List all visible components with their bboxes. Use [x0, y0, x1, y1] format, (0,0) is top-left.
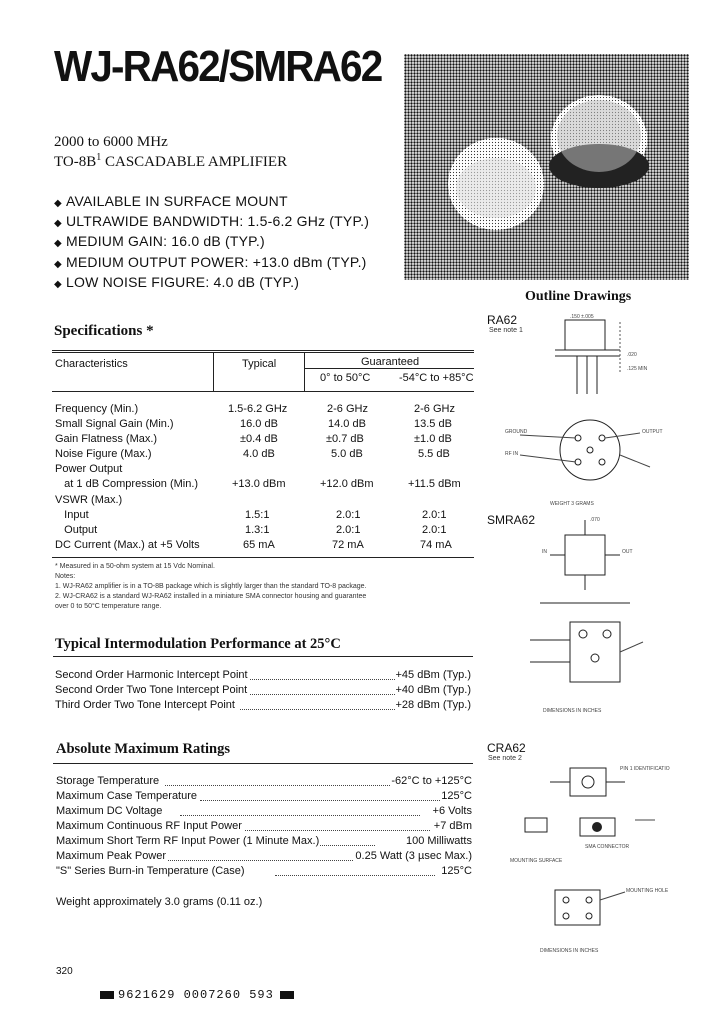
outline-drawings-heading: Outline Drawings — [525, 289, 632, 304]
spec-typical: 16.0 dB — [240, 418, 278, 430]
diamond-bullet-icon: ◆ — [54, 198, 62, 209]
intermod-label: Second Order Two Tone Intercept Point — [55, 684, 248, 696]
feature-item — [54, 233, 265, 249]
col-range-1: 0° to 50°C — [320, 372, 371, 384]
rating-value: 0.25 Watt (3 µsec Max.) — [355, 850, 472, 862]
leader-dots — [165, 785, 390, 786]
ra62-bottom-view-drawing — [500, 405, 670, 515]
diamond-bullet-icon: ◆ — [54, 279, 62, 290]
svg-text:SMA CONNECTOR: SMA CONNECTOR — [585, 844, 630, 850]
spec-g2: 2-6 GHz — [414, 403, 455, 415]
spec-g2: ±1.0 dB — [414, 433, 452, 445]
spec-g2: 5.5 dB — [418, 448, 450, 460]
svg-text:.070: .070 — [590, 517, 600, 523]
spec-g1: 2.0:1 — [336, 509, 361, 521]
barcode-mark-icon — [280, 991, 294, 999]
page-number: 320 — [56, 966, 73, 977]
intermod-heading: Typical Intermodulation Performance at 25°C — [55, 636, 341, 652]
feature-label: MEDIUM OUTPUT POWER: +13.0 dBm (TYP.) — [66, 254, 367, 270]
diamond-bullet-icon: ◆ — [54, 218, 62, 229]
spec-label: Gain Flatness (Max.) — [55, 433, 158, 445]
svg-text:RF IN: RF IN — [505, 451, 519, 457]
intermod-label: Third Order Two Tone Intercept Point — [55, 699, 235, 711]
cra62-side-view-drawing — [505, 810, 665, 875]
col-typical: Typical — [242, 358, 277, 370]
spec-g2: 13.5 dB — [414, 418, 452, 430]
leader-dots — [168, 860, 353, 861]
footnote: over 0 to 50°C temperature range. — [55, 603, 162, 610]
spec-typical: 1.3:1 — [245, 524, 270, 536]
spec-label: Frequency (Min.) — [55, 403, 139, 415]
table-top-rule-2 — [52, 352, 474, 353]
table-top-rule — [52, 350, 474, 351]
smra62-footprint-drawing — [525, 612, 645, 722]
svg-text:MOUNTING SURFACE: MOUNTING SURFACE — [510, 858, 563, 864]
guaranteed-rule — [304, 368, 474, 369]
spec-label: VSWR (Max.) — [55, 494, 123, 506]
spec-label: Power Output — [55, 463, 123, 475]
feature-item — [54, 274, 299, 290]
spec-g1: 72 mA — [332, 539, 364, 551]
part-number-title: WJ-RA62/SMRA62 — [54, 42, 382, 91]
table-divider — [304, 353, 305, 392]
spec-g2: 74 mA — [420, 539, 452, 551]
rating-label: Maximum Peak Power — [56, 850, 167, 862]
svg-text:OUTPUT: OUTPUT — [642, 429, 663, 435]
svg-text:MOUNTING HOLE: MOUNTING HOLE — [626, 888, 669, 894]
barcode-text: 9621629 0007260 593 — [118, 988, 274, 1002]
specifications-heading: Specifications * — [54, 323, 154, 339]
rating-row — [56, 835, 472, 847]
barcode-number — [100, 988, 294, 1002]
feature-label: LOW NOISE FIGURE: 4.0 dB (TYP.) — [66, 274, 300, 290]
col-range-2: -54°C to +85°C — [399, 372, 474, 384]
svg-text:.020: .020 — [627, 352, 637, 358]
diamond-bullet-icon: ◆ — [54, 259, 62, 270]
ra62-note: See note 1 — [489, 327, 523, 334]
footnote: 1. WJ-RA62 amplifier is in a TO-8B package which is slightly larger than the standard TO-8 package. — [55, 583, 367, 590]
footnote: Notes: — [55, 573, 76, 580]
col-characteristics: Characteristics — [55, 358, 128, 370]
rating-label: Maximum DC Voltage — [56, 805, 163, 817]
cra62-top-view-drawing — [540, 760, 670, 815]
spec-g1: +12.0 dBm — [320, 478, 374, 490]
spec-g2: +11.5 dBm — [408, 478, 461, 490]
footnote: * Measured in a 50-ohm system at 15 Vdc Nominal. — [55, 563, 215, 570]
weight-note: Weight approximately 3.0 grams (0.11 oz.) — [56, 896, 263, 908]
cra62-bottom-view-drawing — [530, 880, 670, 965]
spec-label: Input — [55, 509, 89, 521]
spec-g1: 2-6 GHz — [327, 403, 368, 415]
diamond-bullet-icon: ◆ — [54, 238, 62, 249]
package-description — [54, 152, 287, 171]
ra62-label: RA62 — [487, 313, 518, 327]
table-header-rule — [52, 391, 474, 392]
spec-g1: 2.0:1 — [336, 524, 361, 536]
rating-value: +7 dBm — [433, 820, 472, 832]
feature-label: AVAILABLE IN SURFACE MOUNT — [66, 193, 288, 209]
leader-dots — [275, 875, 435, 876]
col-guaranteed: Guaranteed — [361, 356, 420, 368]
spec-g1: ±0.7 dB — [326, 433, 364, 445]
cra62-note: See note 2 — [488, 755, 522, 762]
leader-dots — [240, 709, 395, 710]
barcode-mark-icon — [100, 991, 114, 999]
spec-typical: 65 mA — [243, 539, 275, 551]
spec-typical: 1.5:1 — [245, 509, 270, 521]
spec-label: at 1 dB Compression (Min.) — [55, 478, 199, 490]
spec-label: Small Signal Gain (Min.) — [55, 418, 174, 430]
svg-text:GROUND: GROUND — [505, 429, 528, 435]
svg-text:OUT: OUT — [622, 549, 633, 555]
package-footnote-ref: 1 — [96, 152, 102, 163]
product-photo — [404, 54, 689, 280]
cra62-label: CRA62 — [487, 741, 526, 755]
intermod-label: Second Order Harmonic Intercept Point — [55, 669, 248, 681]
feature-label: ULTRAWIDE BANDWIDTH: 1.5-6.2 GHz (TYP.) — [66, 213, 370, 229]
rating-label: Maximum Continuous RF Input Power — [56, 820, 242, 832]
leader-dots — [180, 815, 420, 816]
intermod-value: +28 dBm (Typ.) — [395, 699, 471, 711]
table-bottom-rule — [52, 557, 474, 558]
ratings-rule — [53, 763, 473, 764]
rating-value: 125°C — [441, 865, 472, 877]
rating-value: +6 Volts — [432, 805, 472, 817]
spec-g1: 14.0 dB — [328, 418, 366, 430]
package-prefix: TO-8B — [54, 154, 97, 170]
frequency-range: 2000 to 6000 MHz — [54, 134, 168, 150]
rating-label: Maximum Short Term RF Input Power (1 Minute Max.) — [56, 835, 320, 847]
ra62-side-view-drawing — [525, 312, 675, 412]
feature-item — [54, 193, 288, 209]
rating-value: 125°C — [441, 790, 472, 802]
spec-typical: 4.0 dB — [243, 448, 275, 460]
rating-value: -62°C to +125°C — [391, 775, 472, 787]
feature-item — [54, 254, 367, 270]
smra62-drawing — [520, 515, 660, 620]
smra62-label: SMRA62 — [487, 513, 536, 527]
rating-value: 100 Milliwatts — [405, 835, 472, 847]
rating-label: "S" Series Burn-in Temperature (Case) — [56, 865, 245, 877]
feature-item — [54, 213, 369, 229]
leader-dots — [250, 679, 395, 680]
svg-text:WEIGHT 3 GRAMS: WEIGHT 3 GRAMS — [550, 501, 594, 507]
footnote: 2. WJ-CRA62 is a standard WJ-RA62 installed in a miniature SMA connector housing and guarantee — [55, 593, 367, 600]
intermod-value: +45 dBm (Typ.) — [395, 669, 471, 681]
intermod-value: +40 dBm (Typ.) — [395, 684, 471, 696]
svg-text:PIN 1 IDENTIFICATION: PIN 1 IDENTIFICATION — [620, 766, 670, 772]
ratings-heading: Absolute Maximum Ratings — [56, 741, 231, 757]
leader-dots — [250, 694, 395, 695]
leader-dots — [320, 845, 375, 846]
intermod-rule — [53, 656, 473, 657]
spec-label: DC Current (Max.) at +5 Volts — [55, 539, 200, 551]
table-divider — [213, 353, 214, 392]
rating-label: Maximum Case Temperature — [56, 790, 198, 802]
rating-label: Storage Temperature — [56, 775, 160, 787]
spec-label: Output — [55, 524, 98, 536]
svg-text:.125 MIN: .125 MIN — [627, 366, 648, 372]
svg-text:DIMENSIONS IN INCHES: DIMENSIONS IN INCHES — [540, 948, 599, 954]
spec-g2: 2.0:1 — [422, 509, 447, 521]
svg-text:IN: IN — [542, 549, 547, 555]
svg-text:.150 ±.005: .150 ±.005 — [570, 314, 594, 320]
leader-dots — [200, 800, 440, 801]
spec-g1: 5.0 dB — [331, 448, 363, 460]
feature-label: MEDIUM GAIN: 16.0 dB (TYP.) — [66, 233, 265, 249]
spec-typical: 1.5-6.2 GHz — [228, 403, 288, 415]
spec-g2: 2.0:1 — [422, 524, 447, 536]
spec-typical: ±0.4 dB — [240, 433, 278, 445]
leader-dots — [245, 830, 430, 831]
spec-label: Noise Figure (Max.) — [55, 448, 152, 460]
package-suffix: CASCADABLE AMPLIFIER — [101, 154, 288, 170]
svg-text:DIMENSIONS IN INCHES: DIMENSIONS IN INCHES — [543, 708, 602, 714]
spec-typical: +13.0 dBm — [232, 478, 286, 490]
